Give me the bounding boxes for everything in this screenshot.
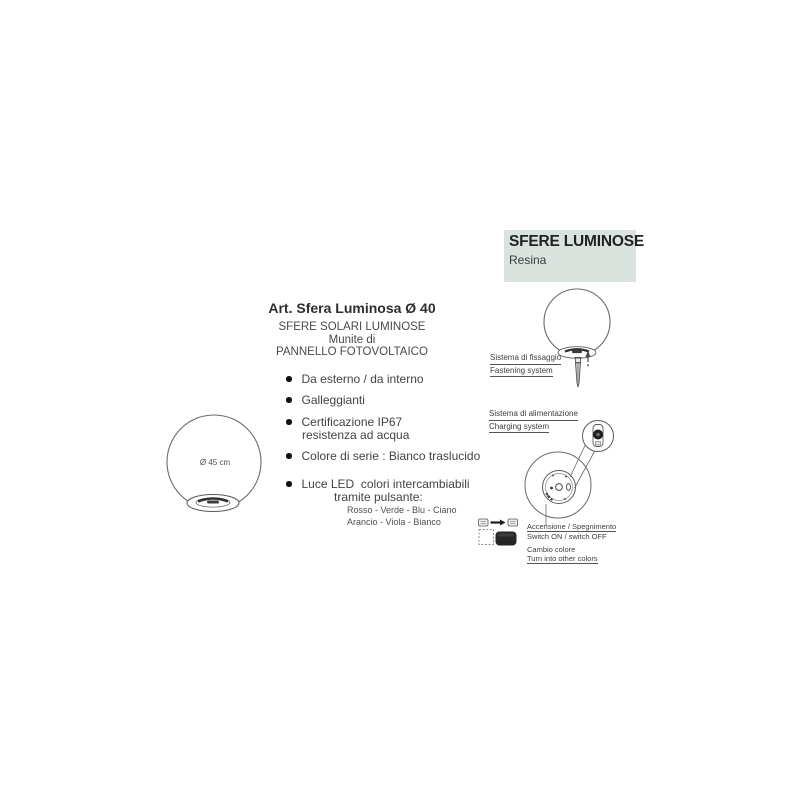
bullet-icon — [286, 419, 292, 425]
fastening-label-en: Fastening system — [490, 365, 553, 378]
bullet-icon — [286, 481, 292, 487]
charging-label-en: Charging system — [489, 421, 549, 434]
feature-text: Galleggianti — [301, 393, 365, 407]
charging-label-it: Sistema di alimentazione — [489, 408, 578, 421]
material-subtitle: Resina — [509, 253, 547, 267]
fastening-label — [490, 352, 561, 377]
product-subtitle — [252, 321, 452, 359]
led-colors-list — [347, 505, 457, 528]
switch-power-it: Accensione / Spegnimento — [527, 522, 617, 531]
ground-spike-icon — [575, 358, 582, 388]
product-title: Art. Sfera Luminosa Ø 40 — [268, 300, 436, 316]
header-box — [504, 230, 644, 282]
feature-text: tramite pulsante: — [334, 490, 423, 504]
switch-buttons-icon — [477, 517, 521, 551]
bullet-icon — [286, 397, 292, 403]
feature-text: resistenza ad acqua — [302, 428, 410, 442]
switch-power-en: Switch ON / switch OFF — [527, 532, 607, 541]
page-title: SFERE LUMINOSE — [509, 233, 644, 250]
fastening-label-it: Sistema di fissaggio — [490, 352, 561, 365]
feature-bullet — [286, 373, 516, 386]
subtitle-line: PANNELLO FOTOVOLTAICO — [276, 346, 428, 358]
switch-color-en: Turn into other colors — [527, 554, 598, 563]
feature-text: Certificazione IP67 — [301, 415, 403, 429]
magnifier-detail-circle — [583, 421, 614, 452]
charging-illustration — [519, 419, 629, 529]
feature-bullet — [286, 450, 516, 463]
feature-bullet — [286, 394, 516, 407]
feature-bullet — [286, 478, 516, 504]
bullet-icon — [286, 376, 292, 382]
feature-text: Luce LED colori intercambiabili — [301, 477, 470, 491]
sphere-diameter-label: Ø 45 cm — [199, 458, 231, 467]
feature-text: Da esterno / da interno — [301, 372, 424, 386]
switch-description — [527, 522, 616, 564]
switch-color-it: Cambio colore — [527, 545, 576, 554]
subtitle-line: Munite di — [328, 333, 376, 346]
bullet-icon — [286, 453, 292, 459]
feature-text: Colore di serie : Bianco traslucido — [301, 449, 481, 463]
led-colors-line: Arancio - Viola - Bianco — [347, 516, 441, 527]
led-colors-line: Rosso - Verde - Blu - Ciano — [347, 505, 457, 515]
feature-bullet — [286, 416, 516, 442]
subtitle-line: SFERE SOLARI LUMINOSE — [278, 321, 426, 333]
